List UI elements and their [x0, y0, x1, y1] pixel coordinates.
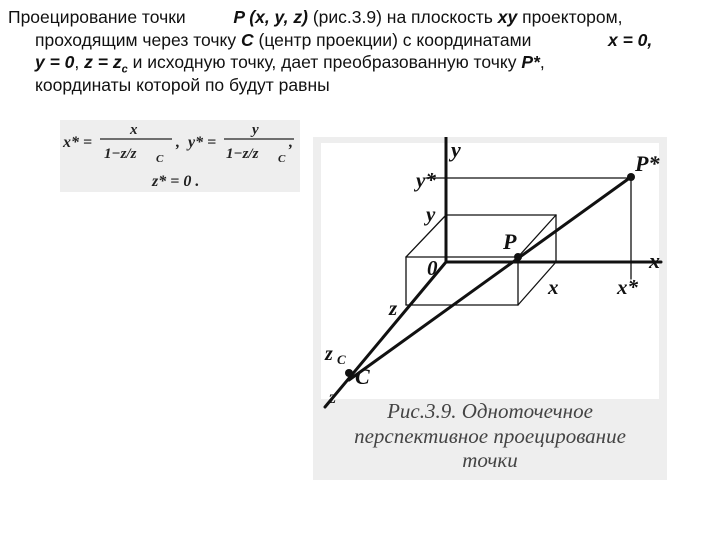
label-y-small: y	[426, 202, 436, 226]
formula-x-den: 1−z/z	[104, 146, 137, 162]
caption-line-3: точки	[462, 448, 518, 472]
label-x-axis: x	[649, 248, 660, 273]
text-coordinates-equal: координаты которой по будут равны	[35, 74, 330, 95]
label-x-star: x*	[617, 275, 638, 299]
text-center-of-projection: (центр проекции) с координатами	[258, 29, 532, 50]
point-p-star-marker	[627, 173, 635, 181]
label-p: P	[503, 229, 517, 254]
paragraph-line-2	[35, 29, 531, 52]
label-origin: 0	[427, 256, 438, 280]
figure-3-9	[313, 137, 667, 480]
paragraph-line-4	[35, 74, 330, 97]
text-projection-of-point: Проецирование точки	[8, 7, 186, 27]
formula-comma-2: ,	[289, 134, 293, 151]
formula-y-den: 1−z/z	[226, 146, 259, 162]
z-axis-line	[325, 262, 446, 407]
text-fig-ref: (рис.3.9) на плоскость	[312, 7, 493, 27]
label-zc-sub: C	[337, 352, 346, 367]
formula-z-eq: z* = 0 .	[152, 173, 200, 190]
point-p-coords: P (x, y, z)	[233, 7, 308, 27]
formula-x-den-sub: C	[156, 153, 164, 165]
formula-x-lhs: x* =	[63, 134, 93, 151]
plane-xy: xy	[497, 7, 518, 27]
formula-graphic	[60, 120, 300, 192]
projection-formula	[60, 120, 300, 192]
point-c-marker	[345, 369, 353, 377]
figure-caption	[313, 399, 667, 473]
coord-x-eq: x = 0,	[608, 29, 653, 50]
caption-line-2: перспективное проецирование	[354, 423, 626, 448]
paragraph-line-1	[8, 6, 623, 29]
formula-y-den-sub: C	[278, 153, 286, 165]
label-y-axis: y	[451, 137, 461, 162]
formula-y-lhs: y* =	[188, 134, 217, 151]
coord-y-eq: y = 0	[35, 52, 75, 72]
text-original-point: и исходную точку, дает преобразованную точку	[132, 52, 517, 72]
caption-line-1: Рис.3.9. Одноточечное	[387, 399, 593, 423]
label-p-star: P*	[635, 151, 660, 176]
formula-y-num: y	[252, 122, 259, 138]
text-passing-through: проходящим через точку	[35, 29, 237, 50]
formula-comma-1: ,	[176, 134, 180, 151]
label-x-small: x	[548, 275, 559, 299]
projector-line	[349, 177, 631, 380]
point-c: C	[240, 29, 254, 50]
label-z-mid: z	[389, 296, 398, 320]
text-projector: проектором,	[522, 7, 623, 27]
label-zc: z	[325, 343, 333, 365]
coord-z-eq: $z = z_c$	[84, 52, 128, 76]
paragraph-line-3: y = 0, $z = z_c$ и исходную точку, дает преобразованную точку P*,	[35, 52, 545, 76]
label-z-end: z	[329, 387, 337, 407]
point-p-star: P*	[521, 52, 540, 72]
point-p-marker	[514, 253, 522, 261]
label-y-star: y*	[416, 168, 436, 192]
label-c: C	[355, 364, 370, 389]
formula-x-num: x	[130, 122, 138, 138]
